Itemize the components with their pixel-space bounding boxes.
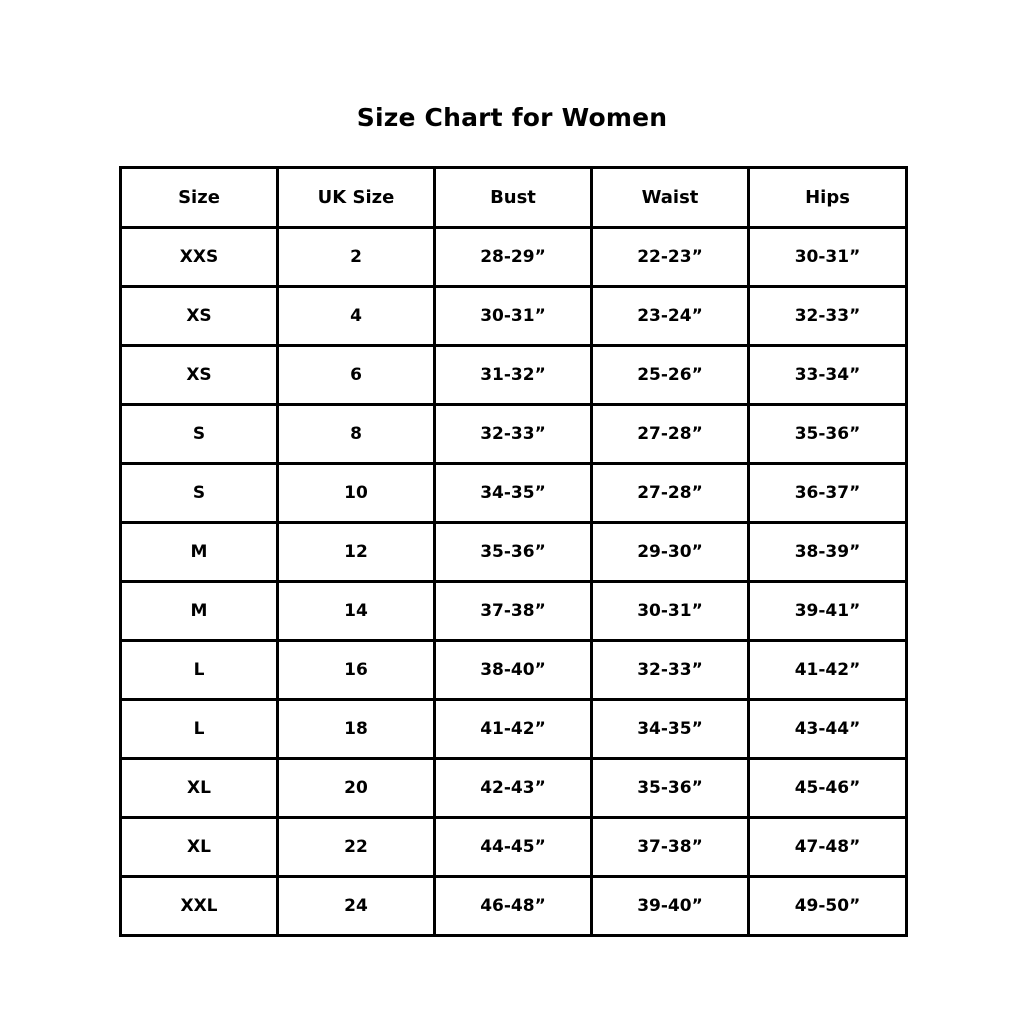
table-row — [121, 877, 907, 936]
cell-uk-size: 22 — [278, 818, 435, 877]
cell-uk-size: 6 — [278, 346, 435, 405]
table-body — [121, 228, 907, 936]
cell-size: S — [121, 405, 278, 464]
cell-bust: 41-42” — [435, 700, 592, 759]
cell-size: L — [121, 700, 278, 759]
column-header-waist: Waist — [592, 168, 749, 228]
cell-bust: 46-48” — [435, 877, 592, 936]
cell-hips: 30-31” — [749, 228, 907, 287]
cell-uk-size: 18 — [278, 700, 435, 759]
cell-uk-size: 12 — [278, 523, 435, 582]
column-header-size: Size — [121, 168, 278, 228]
cell-size: XXL — [121, 877, 278, 936]
cell-bust: 37-38” — [435, 582, 592, 641]
cell-size: S — [121, 464, 278, 523]
table-header — [121, 168, 907, 228]
cell-uk-size: 16 — [278, 641, 435, 700]
table-row — [121, 818, 907, 877]
cell-waist: 35-36” — [592, 759, 749, 818]
cell-waist: 34-35” — [592, 700, 749, 759]
cell-uk-size: 4 — [278, 287, 435, 346]
cell-hips: 32-33” — [749, 287, 907, 346]
size-chart-table — [119, 166, 908, 937]
page-title: Size Chart for Women — [356, 103, 668, 132]
cell-size: XXS — [121, 228, 278, 287]
cell-bust: 30-31” — [435, 287, 592, 346]
cell-bust: 42-43” — [435, 759, 592, 818]
cell-uk-size: 14 — [278, 582, 435, 641]
cell-waist: 22-23” — [592, 228, 749, 287]
cell-uk-size: 20 — [278, 759, 435, 818]
cell-hips: 36-37” — [749, 464, 907, 523]
table-row — [121, 464, 907, 523]
table-header-row — [121, 168, 907, 228]
cell-bust: 38-40” — [435, 641, 592, 700]
cell-bust: 28-29” — [435, 228, 592, 287]
cell-size: XL — [121, 759, 278, 818]
cell-hips: 45-46” — [749, 759, 907, 818]
cell-bust: 31-32” — [435, 346, 592, 405]
column-header-uk-size: UK Size — [278, 168, 435, 228]
cell-bust: 35-36” — [435, 523, 592, 582]
cell-size: M — [121, 582, 278, 641]
cell-hips: 49-50” — [749, 877, 907, 936]
cell-waist: 29-30” — [592, 523, 749, 582]
column-header-hips: Hips — [749, 168, 907, 228]
cell-bust: 32-33” — [435, 405, 592, 464]
cell-hips: 39-41” — [749, 582, 907, 641]
cell-waist: 37-38” — [592, 818, 749, 877]
cell-bust: 34-35” — [435, 464, 592, 523]
cell-uk-size: 10 — [278, 464, 435, 523]
cell-waist: 32-33” — [592, 641, 749, 700]
table-row — [121, 700, 907, 759]
cell-hips: 33-34” — [749, 346, 907, 405]
cell-waist: 25-26” — [592, 346, 749, 405]
cell-size: XL — [121, 818, 278, 877]
cell-hips: 35-36” — [749, 405, 907, 464]
cell-size: XS — [121, 287, 278, 346]
cell-waist: 39-40” — [592, 877, 749, 936]
table-row — [121, 405, 907, 464]
cell-hips: 43-44” — [749, 700, 907, 759]
cell-uk-size: 24 — [278, 877, 435, 936]
cell-uk-size: 8 — [278, 405, 435, 464]
column-header-bust: Bust — [435, 168, 592, 228]
cell-waist: 23-24” — [592, 287, 749, 346]
cell-hips: 47-48” — [749, 818, 907, 877]
table-row — [121, 523, 907, 582]
cell-uk-size: 2 — [278, 228, 435, 287]
cell-size: L — [121, 641, 278, 700]
table-row — [121, 287, 907, 346]
table-row — [121, 641, 907, 700]
cell-size: XS — [121, 346, 278, 405]
cell-waist: 27-28” — [592, 405, 749, 464]
table-row — [121, 346, 907, 405]
cell-waist: 27-28” — [592, 464, 749, 523]
cell-hips: 38-39” — [749, 523, 907, 582]
table-row — [121, 759, 907, 818]
cell-hips: 41-42” — [749, 641, 907, 700]
cell-waist: 30-31” — [592, 582, 749, 641]
cell-bust: 44-45” — [435, 818, 592, 877]
cell-size: M — [121, 523, 278, 582]
table-row — [121, 582, 907, 641]
size-chart-table-wrapper — [119, 166, 905, 937]
table-row — [121, 228, 907, 287]
